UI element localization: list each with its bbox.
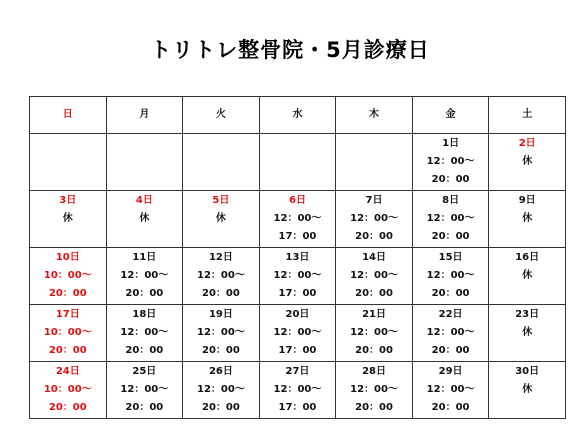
day-number: 14日 — [362, 252, 386, 263]
calendar-table — [29, 96, 566, 419]
hours-text: 20：00 — [355, 345, 393, 356]
day-number: 5日 — [212, 195, 230, 206]
hours-text: 12：00～ — [350, 213, 398, 224]
day-number: 17日 — [55, 309, 80, 320]
day-number: 8日 — [442, 195, 460, 206]
weekday-header: 水 — [259, 97, 336, 134]
hours-text: 12：00～ — [426, 213, 475, 224]
hours-text: 17：00 — [278, 288, 317, 299]
hours-text: 20：00 — [48, 345, 87, 356]
day-cell — [489, 248, 566, 305]
day-number: 11日 — [132, 252, 157, 263]
day-number: 16日 — [515, 252, 540, 263]
day-cell — [412, 134, 489, 191]
weekday-header: 金 — [412, 97, 489, 134]
day-number: 7日 — [365, 195, 383, 206]
day-number: 22日 — [438, 309, 463, 320]
day-number: 29日 — [438, 366, 463, 377]
day-cell — [30, 305, 107, 362]
day-cell — [259, 191, 336, 248]
hours-text: 12：00～ — [350, 327, 398, 338]
hours-text: 12：00～ — [196, 327, 245, 338]
closed-label: 休 — [215, 213, 226, 224]
hours-text: 20：00 — [48, 402, 87, 413]
empty-day-cell — [183, 134, 260, 191]
hours-text: 20：00 — [125, 345, 164, 356]
day-cell — [412, 191, 489, 248]
hours-text: 12：00～ — [426, 156, 475, 167]
day-number: 1日 — [442, 138, 460, 149]
weekday-header: 火 — [183, 97, 260, 134]
day-number: 4日 — [135, 195, 153, 206]
hours-text: 20：00 — [431, 402, 470, 413]
week-row — [30, 248, 566, 305]
closed-label: 休 — [522, 270, 533, 281]
week-row — [30, 362, 566, 419]
day-number: 28日 — [362, 366, 386, 377]
hours-text: 17：00 — [278, 231, 317, 242]
hours-text: 12：00～ — [196, 270, 245, 281]
day-cell — [183, 305, 260, 362]
day-number: 30日 — [515, 366, 540, 377]
day-cell — [106, 191, 183, 248]
day-number: 9日 — [518, 195, 536, 206]
day-number: 19日 — [208, 309, 233, 320]
day-cell — [183, 362, 260, 419]
day-number: 26日 — [208, 366, 233, 377]
hours-text: 20：00 — [355, 402, 393, 413]
day-cell — [412, 248, 489, 305]
day-cell — [259, 305, 336, 362]
empty-day-cell — [30, 134, 107, 191]
hours-text: 20：00 — [431, 345, 470, 356]
day-number: 23日 — [515, 309, 540, 320]
day-number: 25日 — [132, 366, 157, 377]
day-number: 3日 — [59, 195, 77, 206]
day-number: 21日 — [362, 309, 386, 320]
week-row — [30, 134, 566, 191]
day-cell — [336, 191, 413, 248]
hours-text: 20：00 — [201, 288, 240, 299]
day-number: 27日 — [285, 366, 310, 377]
hours-text: 12：00～ — [426, 327, 475, 338]
closed-label: 休 — [522, 384, 533, 395]
day-cell — [489, 305, 566, 362]
day-cell — [336, 362, 413, 419]
closed-label: 休 — [522, 156, 533, 167]
day-cell — [183, 248, 260, 305]
day-cell — [259, 362, 336, 419]
hours-text: 12：00～ — [273, 270, 322, 281]
hours-text: 17：00 — [278, 402, 317, 413]
hours-text: 20：00 — [48, 288, 87, 299]
hours-text: 20：00 — [355, 231, 393, 242]
hours-text: 12：00～ — [120, 270, 169, 281]
day-number: 13日 — [285, 252, 310, 263]
day-cell — [106, 305, 183, 362]
hours-text: 12：00～ — [350, 270, 398, 281]
hours-text: 12：00～ — [273, 213, 322, 224]
hours-text: 20：00 — [125, 288, 164, 299]
day-cell — [412, 305, 489, 362]
hours-text: 12：00～ — [120, 384, 169, 395]
closed-label: 休 — [522, 327, 533, 338]
day-number: 24日 — [55, 366, 80, 377]
day-number: 10日 — [55, 252, 80, 263]
closed-label: 休 — [62, 213, 73, 224]
day-cell — [412, 362, 489, 419]
day-cell — [259, 248, 336, 305]
hours-text: 20：00 — [125, 402, 164, 413]
closed-label: 休 — [139, 213, 150, 224]
hours-text: 12：00～ — [273, 384, 322, 395]
hours-text: 20：00 — [431, 231, 470, 242]
week-row — [30, 305, 566, 362]
day-cell — [30, 248, 107, 305]
day-cell — [106, 248, 183, 305]
day-cell — [30, 362, 107, 419]
empty-day-cell — [336, 134, 413, 191]
hours-text: 12：00～ — [426, 270, 475, 281]
day-cell — [336, 248, 413, 305]
day-cell — [30, 191, 107, 248]
hours-text: 12：00～ — [426, 384, 475, 395]
hours-text: 10：00～ — [43, 327, 92, 338]
day-number: 2日 — [518, 138, 536, 149]
day-number: 15日 — [438, 252, 463, 263]
hours-text: 17：00 — [278, 345, 317, 356]
hours-text: 20：00 — [431, 174, 470, 185]
day-cell — [489, 191, 566, 248]
weekday-header: 土 — [489, 97, 566, 134]
day-cell — [489, 134, 566, 191]
closed-label: 休 — [522, 213, 533, 224]
page-title: トリトレ整骨院・5月診療日 — [150, 38, 430, 62]
day-cell — [106, 362, 183, 419]
day-number: 12日 — [208, 252, 233, 263]
hours-text: 20：00 — [201, 402, 240, 413]
hours-text: 10：00～ — [43, 384, 92, 395]
day-cell — [336, 305, 413, 362]
empty-day-cell — [106, 134, 183, 191]
day-number: 20日 — [285, 309, 310, 320]
hours-text: 20：00 — [201, 345, 240, 356]
week-row — [30, 191, 566, 248]
weekday-header: 月 — [106, 97, 183, 134]
hours-text: 12：00～ — [273, 327, 322, 338]
hours-text: 20：00 — [431, 288, 470, 299]
day-cell — [183, 191, 260, 248]
empty-day-cell — [259, 134, 336, 191]
day-number: 6日 — [288, 195, 306, 206]
day-cell — [489, 362, 566, 419]
hours-text: 10：00～ — [43, 270, 92, 281]
weekday-header-row — [30, 97, 566, 134]
hours-text: 12：00～ — [196, 384, 245, 395]
day-number: 18日 — [132, 309, 157, 320]
weekday-header: 木 — [336, 97, 413, 134]
hours-text: 12：00～ — [120, 327, 169, 338]
weekday-header: 日 — [30, 97, 107, 134]
hours-text: 20：00 — [355, 288, 393, 299]
hours-text: 12：00～ — [350, 384, 398, 395]
